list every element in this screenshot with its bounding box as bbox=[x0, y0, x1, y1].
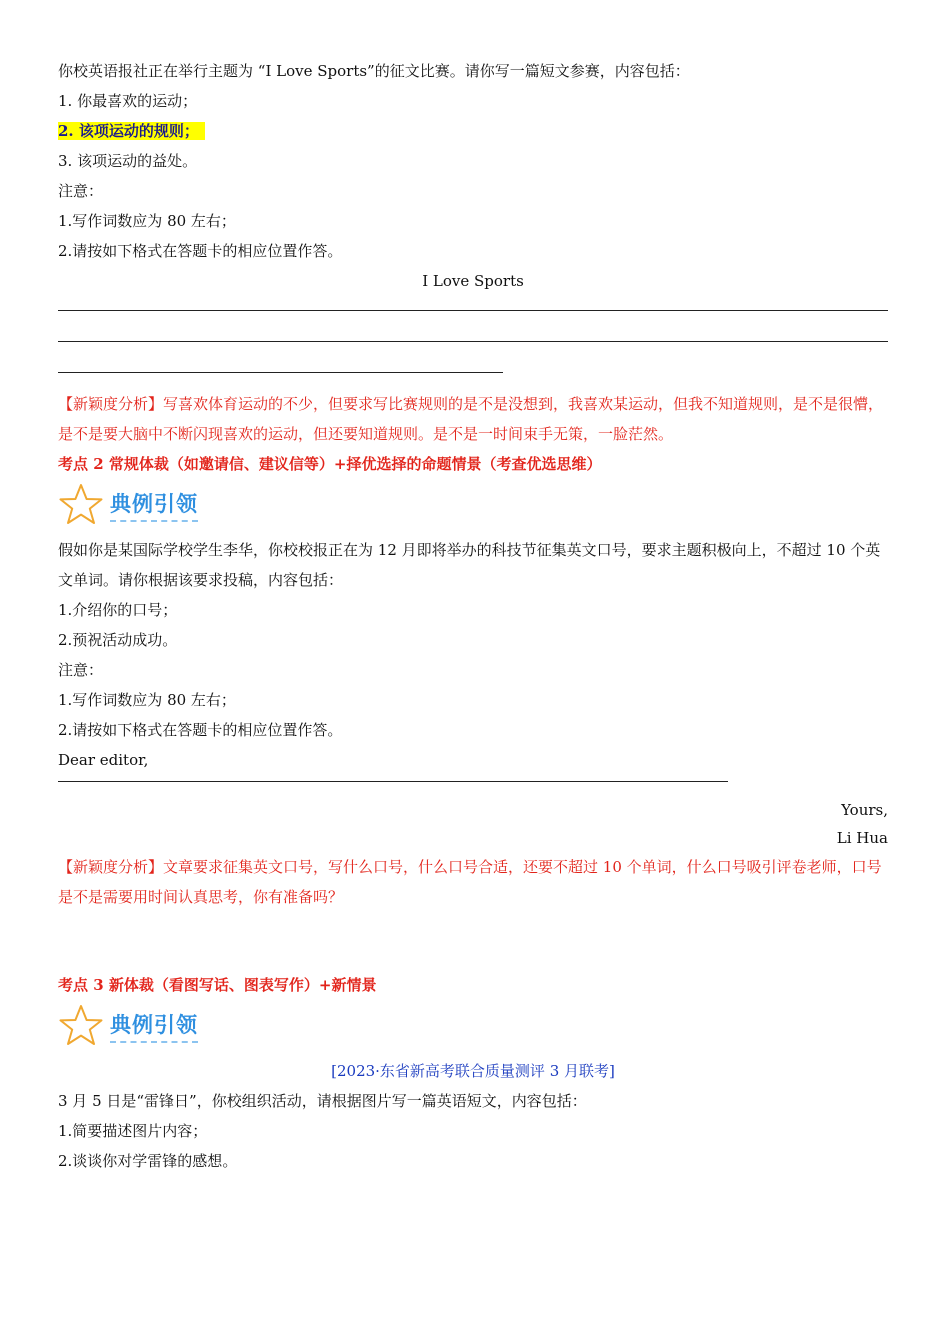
example-badge bbox=[58, 481, 888, 529]
q1-note-1: 1.写作词数应为 80 左右； bbox=[58, 212, 236, 230]
q1-item-1: 1. 你最喜欢的运动； bbox=[58, 92, 198, 110]
kp3-prompt: 3 月 5 日是“雷锋日”，你校组织活动，请根据图片写一篇英语短文，内容包括： bbox=[58, 1092, 587, 1110]
q1-note-2: 2.请按如下格式在答题卡的相应位置作答。 bbox=[58, 242, 343, 260]
kp2-prompt: 假如你是某国际学校学生李华，你校校报正在为 12 月即将举办的科技节征集英文口号，要求主题积极向上，不超过 10 个英文单词。请你根据该要求投稿，内容包括： bbox=[58, 541, 881, 589]
badge-label: 典例引领 bbox=[110, 1009, 198, 1043]
badge-label: 典例引领 bbox=[110, 488, 198, 522]
q1-item-3: 3. 该项运动的益处。 bbox=[58, 152, 198, 170]
answer-line bbox=[58, 358, 503, 373]
kp2-item-2: 2.预祝活动成功。 bbox=[58, 631, 178, 649]
analysis-text: 写喜欢体育运动的不少，但要求写比赛规则的是不是没想到，我喜欢某运动，但我不知道规则，是不是很懵，是不是要大脑中不断闪现喜欢的运动，但还要知道规则。是不是一时间束手无策，一脸茫然。 bbox=[58, 395, 884, 443]
star-icon bbox=[58, 482, 104, 528]
kp2-heading: 考点 2 常规体裁（如邀请信、建议信等）+择优选择的命题情景（考查优选思维） bbox=[58, 455, 602, 473]
kp2-note-2: 2.请按如下格式在答题卡的相应位置作答。 bbox=[58, 721, 343, 739]
kp3-heading: 考点 3 新体裁（看图写话、图表写作）+新情景 bbox=[58, 976, 377, 994]
kp3-item-1: 1.简要描述图片内容； bbox=[58, 1122, 208, 1140]
source-citation: [2023·东省新高考联合质量测评 3 月联考] bbox=[331, 1062, 615, 1080]
analysis-text: 文章要求征集英文口号，写什么口号，什么口号合适，还要不超过 10 个单词，什么口号吸引评卷老师，口号是不是需要用时间认真思考，你有准备吗？ bbox=[58, 858, 882, 906]
answer-line bbox=[58, 327, 888, 342]
salutation: Dear editor, bbox=[58, 751, 149, 769]
q1-item-2 bbox=[58, 116, 888, 146]
kp2-note-1: 1.写作词数应为 80 左右； bbox=[58, 691, 236, 709]
letter-signature: Li Hua bbox=[836, 829, 888, 847]
document-page bbox=[58, 56, 888, 1176]
answer-line bbox=[58, 775, 728, 782]
example-badge bbox=[58, 1002, 888, 1050]
analysis-label: 【新颖度分析】 bbox=[58, 395, 164, 413]
kp2-item-1: 1.介绍你的口号； bbox=[58, 601, 178, 619]
q1-note-label: 注意： bbox=[58, 182, 104, 200]
answer-line bbox=[58, 296, 888, 311]
kp3-item-2: 2.谈谈你对学雷锋的感想。 bbox=[58, 1152, 238, 1170]
highlighted-item: 2. 该项运动的规则； bbox=[58, 122, 205, 140]
letter-closing: Yours, bbox=[841, 801, 888, 819]
essay-title: I Love Sports bbox=[422, 272, 524, 290]
analysis-label: 【新颖度分析】 bbox=[58, 858, 164, 876]
q1-intro: 你校英语报社正在举行主题为 “I Love Sports”的征文比赛。请你写一篇短文参赛，内容包括： bbox=[58, 62, 690, 80]
kp2-note-label: 注意： bbox=[58, 661, 104, 679]
q1-analysis bbox=[58, 389, 888, 449]
star-icon bbox=[58, 1003, 104, 1049]
kp2-analysis bbox=[58, 852, 888, 912]
